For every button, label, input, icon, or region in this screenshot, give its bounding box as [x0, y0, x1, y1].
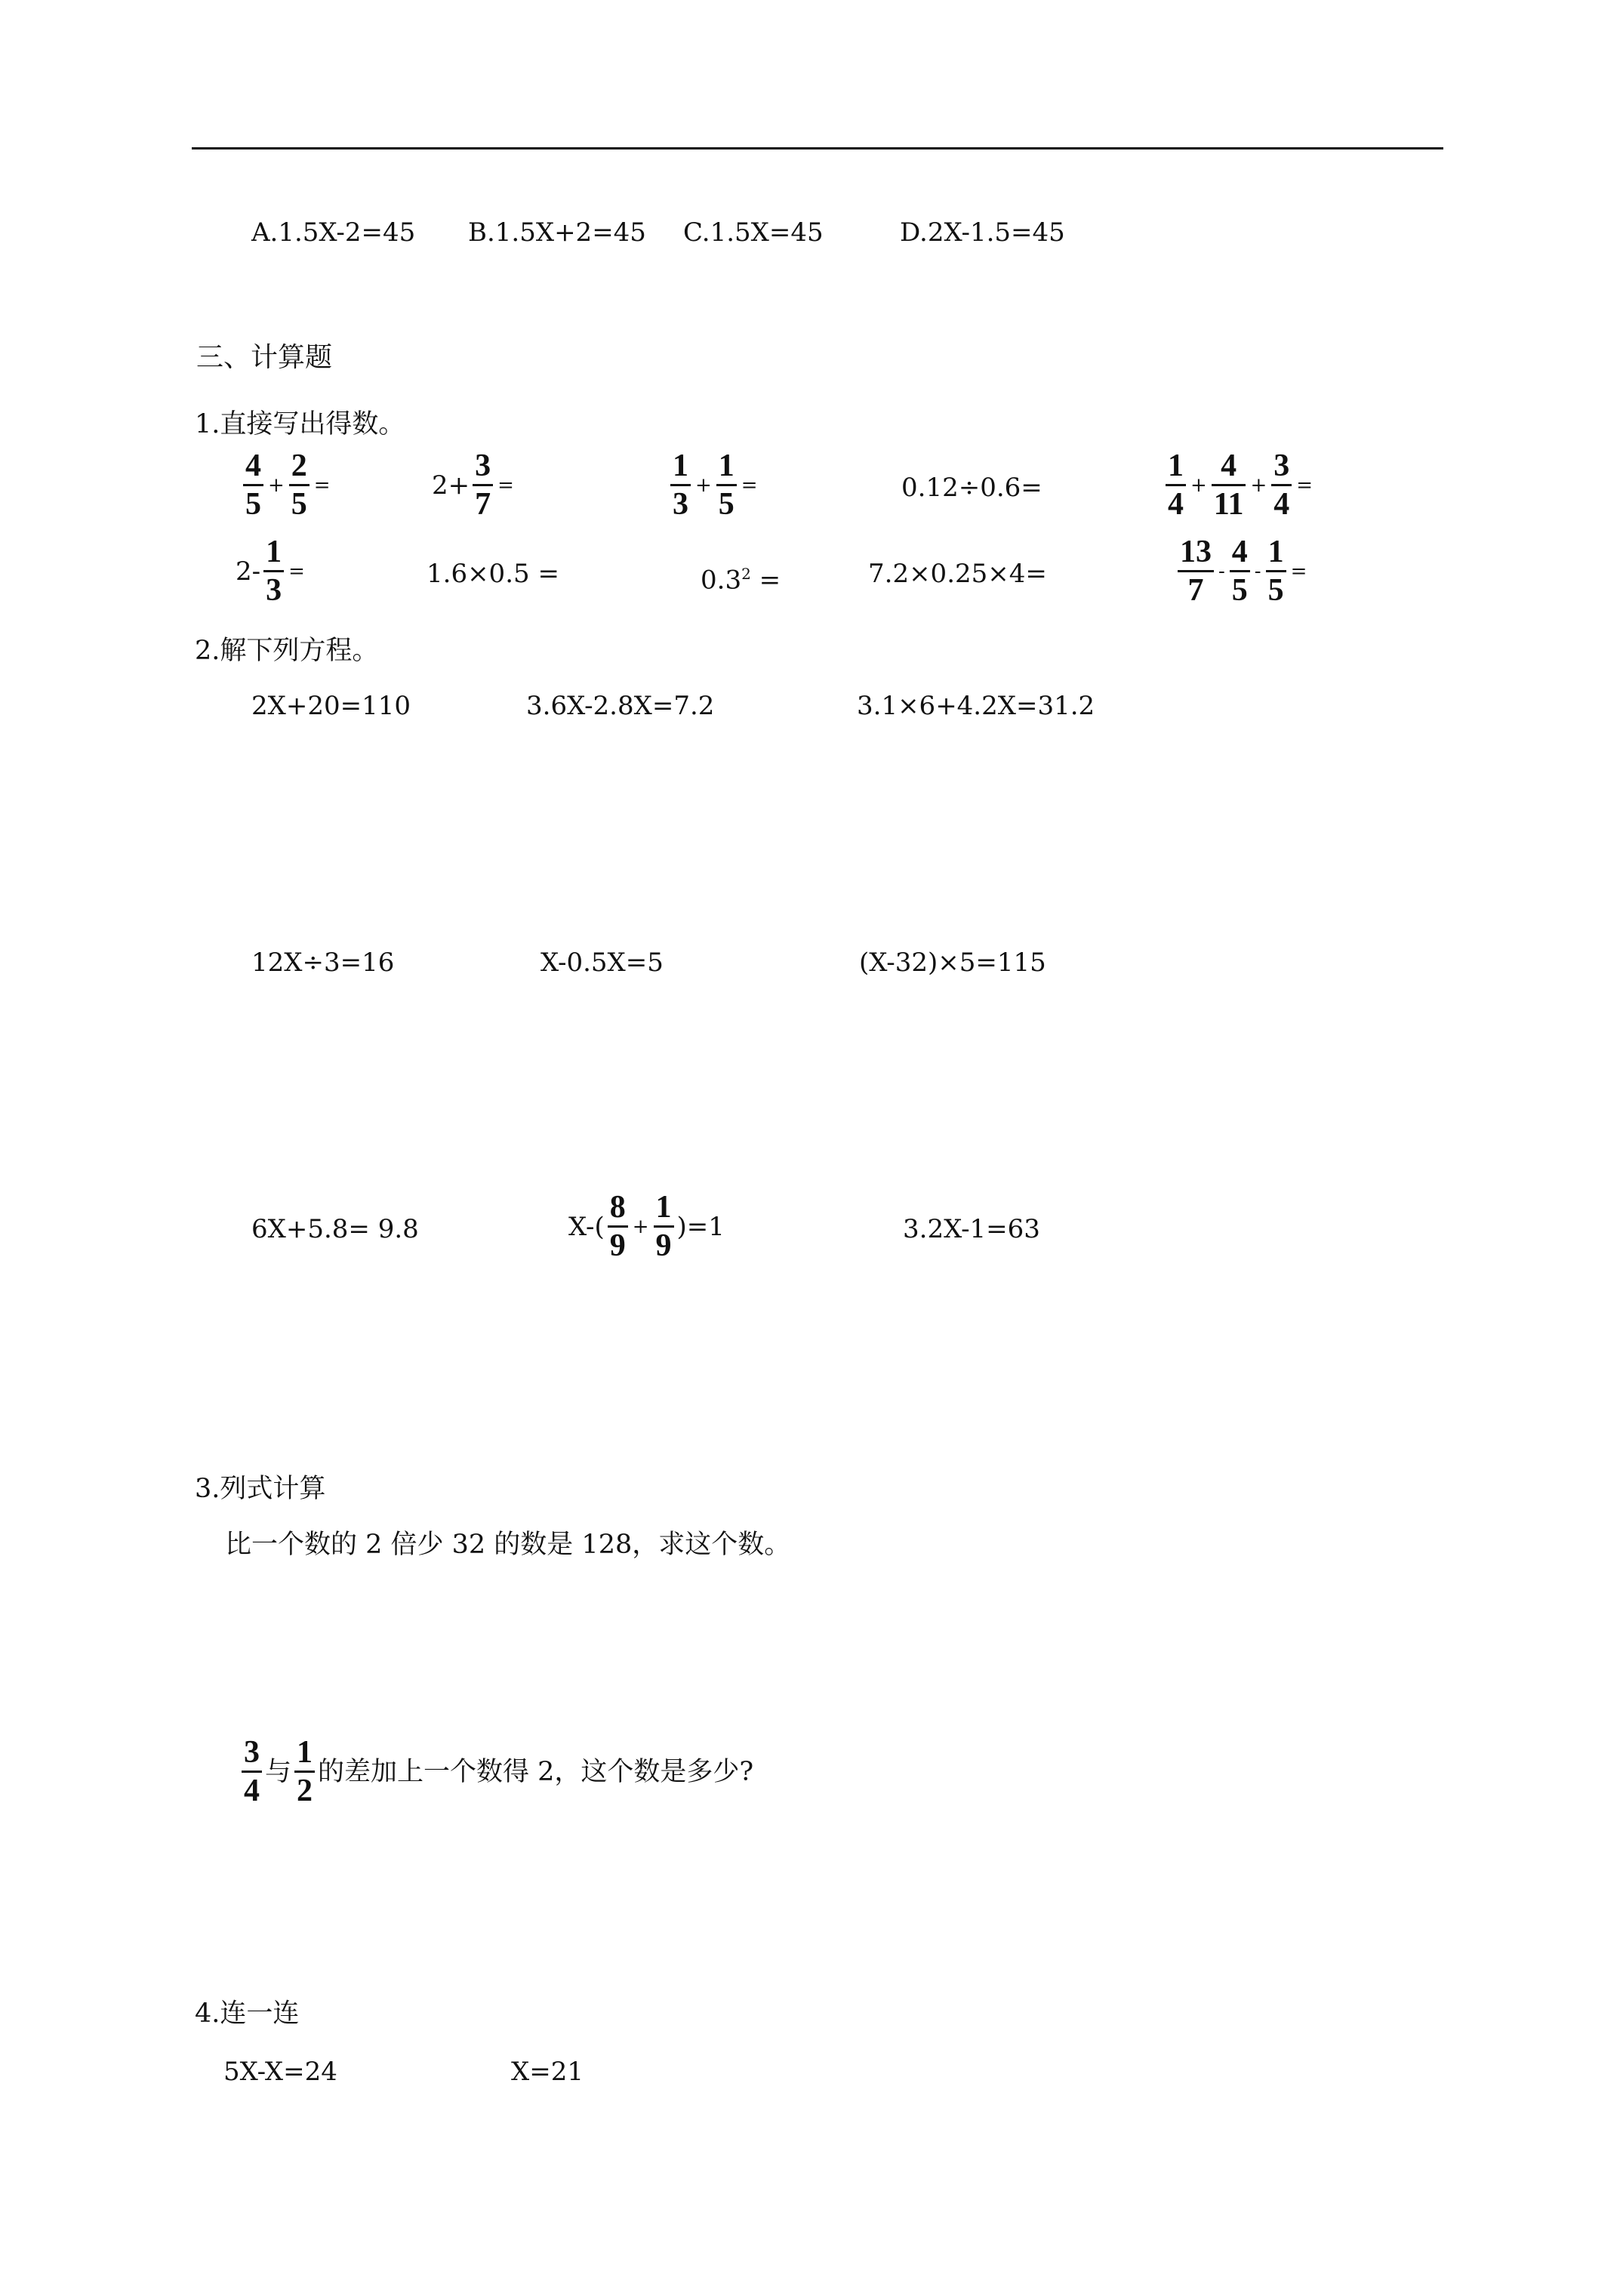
match-left: 5X-X=24 — [223, 2057, 337, 2087]
option-a: A.1.5X-2=45 — [251, 217, 416, 248]
header-rule — [192, 147, 1443, 149]
section-title: 三、计算题 — [196, 342, 333, 373]
fraction: $\frac{3}{7}$ — [473, 450, 493, 520]
fraction: $\frac{1}{4}$ — [1166, 450, 1186, 520]
equation-6: (X-32)×5=115 — [859, 948, 1046, 978]
word-problem-1: 比一个数的 2 倍少 32 的数是 128，求这个数。 — [225, 1530, 791, 1560]
option-d: D.2X-1.5=45 — [900, 217, 1065, 248]
equation-9: 3.2X-1=63 — [903, 1214, 1040, 1244]
fraction: $\frac{1}{3}$ — [670, 450, 691, 520]
calc-r1-e4: 0.12÷0.6= — [901, 473, 1042, 503]
calc-r2-e3: $0.3^2$ = — [701, 565, 781, 596]
fraction: $\frac{8}{9}$ — [608, 1191, 628, 1262]
equation-1: 2X+20=110 — [251, 691, 411, 721]
fraction: $\frac{1}{9}$ — [654, 1191, 674, 1262]
match-right: X=21 — [511, 2057, 584, 2087]
option-b: B.1.5X+2=45 — [468, 217, 646, 248]
question-3-title: 3.列式计算 — [195, 1474, 326, 1504]
equation-5: X-0.5X=5 — [540, 948, 664, 978]
fraction: $\frac{3}{4}$ — [1271, 450, 1292, 520]
fraction: $\frac{13}{7}$ — [1178, 536, 1214, 606]
equation-3: 3.1×6+4.2X=31.2 — [857, 691, 1095, 721]
calc-r1-e1: $\frac{4}{5}$ + $\frac{2}{5}$ = — [240, 450, 332, 520]
fraction: $\frac{3}{4}$ — [242, 1737, 262, 1807]
equation-4: 12X÷3=16 — [251, 948, 395, 978]
option-c: C.1.5X=45 — [683, 217, 824, 248]
equation-7: 6X+5.8= 9.8 — [251, 1214, 419, 1244]
equation-2: 3.6X-2.8X=7.2 — [526, 691, 715, 721]
fraction: $\frac{1}{3}$ — [263, 536, 284, 606]
fraction: $\frac{4}{5}$ — [243, 450, 263, 520]
calc-r2-e2: 1.6×0.5 = — [427, 559, 559, 589]
calc-r1-e2: 2+ $\frac{3}{7}$ = — [432, 448, 514, 522]
calc-r2-e4: 7.2×0.25×4= — [868, 559, 1047, 589]
fraction: $\frac{4}{11}$ — [1212, 450, 1246, 520]
equation-8: X-( $\frac{8}{9}$ + $\frac{1}{9}$ )=1 — [568, 1190, 725, 1263]
fraction: $\frac{1}{5}$ — [716, 450, 737, 520]
question-1-title: 1.直接写出得数。 — [195, 409, 405, 439]
calc-r2-e1: 2- $\frac{1}{3}$ = — [236, 535, 305, 608]
fraction: $\frac{1}{2}$ — [294, 1737, 315, 1807]
question-4-title: 4.连一连 — [195, 1999, 300, 2029]
fraction: $\frac{4}{5}$ — [1230, 536, 1250, 606]
calc-r1-e5: $\frac{1}{4}$ + $\frac{4}{11}$ + $\frac{3}{4}$ = — [1163, 450, 1314, 520]
question-2-title: 2.解下列方程。 — [195, 636, 379, 666]
word-problem-2: $\frac{3}{4}$ 与 $\frac{1}{2}$ 的差加上一个数得 2，这个数是多少? — [239, 1737, 753, 1807]
fraction: $\frac{1}{5}$ — [1266, 536, 1286, 606]
fraction: $\frac{2}{5}$ — [289, 450, 310, 520]
calc-r2-e5: $\frac{13}{7}$ - $\frac{4}{5}$ - $\frac{1}{5}$ = — [1175, 536, 1308, 606]
calc-r1-e3: $\frac{1}{3}$ + $\frac{1}{5}$ = — [667, 450, 759, 520]
